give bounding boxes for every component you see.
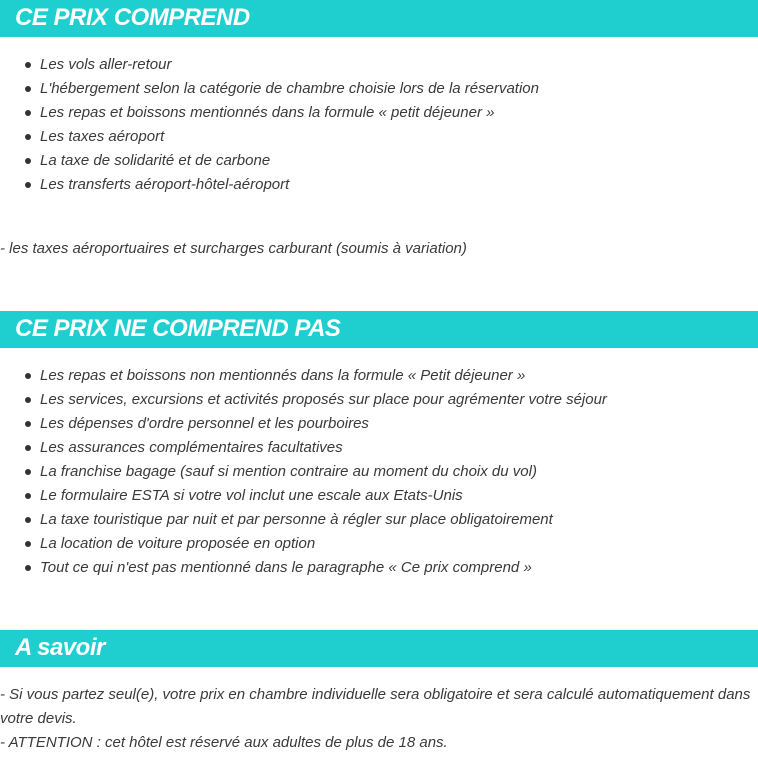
list-item-label: Les taxes aéroport <box>40 128 165 145</box>
list-item-label: La taxe touristique par nuit et par personne à régler sur place obligatoirement <box>40 511 553 528</box>
excluded-list <box>0 364 607 580</box>
list-item <box>0 508 607 532</box>
bullet-icon <box>25 397 31 403</box>
included-note: - les taxes aéroportuaires et surcharges carburant (soumis à variation) <box>0 240 467 257</box>
list-item-label: Les vols aller-retour <box>40 56 172 73</box>
list-item-label: Les services, excursions et activités proposés sur place pour agrémenter votre séjour <box>40 391 607 408</box>
bullet-icon <box>25 517 31 523</box>
bullet-icon <box>25 62 31 68</box>
info-section-header <box>0 630 758 667</box>
list-item <box>0 101 539 125</box>
list-item-label: Les transferts aéroport-hôtel-aéroport <box>40 176 290 193</box>
list-item-label: L'hébergement selon la catégorie de chambre choisie lors de la réservation <box>40 80 539 97</box>
bullet-icon <box>25 493 31 499</box>
list-item-label: La taxe de solidarité et de carbone <box>40 152 271 169</box>
bullet-icon <box>25 110 31 116</box>
bullet-icon <box>25 421 31 427</box>
excluded-section-header <box>0 311 758 348</box>
included-list <box>0 53 539 197</box>
bullet-icon <box>25 541 31 547</box>
list-item <box>0 173 539 197</box>
list-item-label: Les repas et boissons mentionnés dans la formule « petit déjeuner » <box>40 104 495 121</box>
list-item <box>0 125 539 149</box>
bullet-icon <box>25 445 31 451</box>
list-item <box>0 532 607 556</box>
list-item <box>0 149 539 173</box>
included-section-title: CE PRIX COMPREND <box>15 4 250 31</box>
list-item-label: Les dépenses d'ordre personnel et les pourboires <box>40 415 369 432</box>
list-item <box>0 436 607 460</box>
list-item <box>0 77 539 101</box>
bullet-icon <box>25 134 31 140</box>
list-item <box>0 484 607 508</box>
bullet-icon <box>25 182 31 188</box>
info-section-title: A savoir <box>15 634 105 661</box>
list-item <box>0 460 607 484</box>
bullet-icon <box>25 565 31 571</box>
bullet-icon <box>25 158 31 164</box>
list-item-label: Le formulaire ESTA si votre vol inclut une escale aux Etats-Unis <box>40 487 463 504</box>
bullet-icon <box>25 86 31 92</box>
list-item-label: Les repas et boissons non mentionnés dans la formule « Petit déjeuner » <box>40 367 526 384</box>
list-item-label: Tout ce qui n'est pas mentionné dans le paragraphe « Ce prix comprend » <box>40 559 532 576</box>
list-item <box>0 364 607 388</box>
bullet-icon <box>25 373 31 379</box>
list-item-label: La franchise bagage (sauf si mention contraire au moment du choix du vol) <box>40 463 537 480</box>
list-item-label: La location de voiture proposée en option <box>40 535 316 552</box>
info-paragraph <box>0 683 755 755</box>
excluded-section-title: CE PRIX NE COMPREND PAS <box>15 315 341 342</box>
list-item-label: Les assurances complémentaires facultatives <box>40 439 343 456</box>
list-item <box>0 412 607 436</box>
list-item <box>0 556 607 580</box>
bullet-icon <box>25 469 31 475</box>
list-item <box>0 53 539 77</box>
list-item <box>0 388 607 412</box>
info-line: - Si vous partez seul(e), votre prix en chambre individuelle sera obligatoire et sera calculé automatiquement dans votre devis. <box>0 686 751 727</box>
info-line: - ATTENTION : cet hôtel est réservé aux adultes de plus de 18 ans. <box>0 734 448 751</box>
included-section-header <box>0 0 758 37</box>
